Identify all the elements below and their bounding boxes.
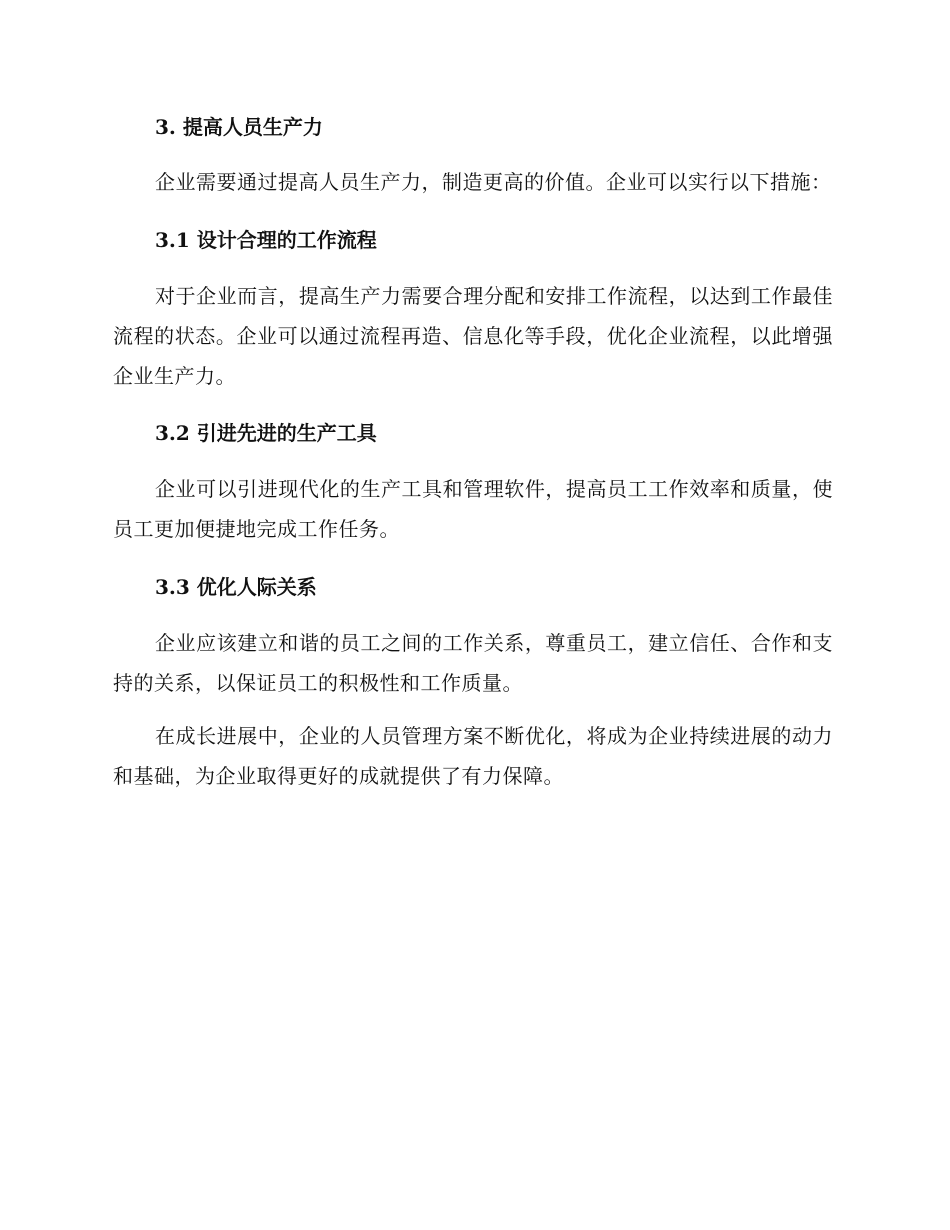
conclusion-paragraph: 在成长进展中，企业的人员管理方案不断优化，将成为企业持续进展的动力和基础，为企业取得更好的成就提供了有力保障。 bbox=[113, 724, 833, 788]
subsection-paragraph-3-1: 对于企业而言，提高生产力需要合理分配和安排工作流程，以达到工作最佳流程的状态。企业可以通过流程再造、信息化等手段，优化企业流程，以此增强企业生产力。 bbox=[113, 284, 833, 388]
subsection-heading-3-1: 3.1 设计合理的工作流程 bbox=[155, 228, 377, 252]
subsection-paragraph-3-2: 企业可以引进现代化的生产工具和管理软件，提高员工工作效率和质量，使员工更加便捷地完成工作任务。 bbox=[113, 477, 833, 541]
subsection-heading-3-3: 3.3 优化人际关系 bbox=[155, 575, 317, 599]
section-intro-paragraph: 企业需要通过提高人员生产力，制造更高的价值。企业可以实行以下措施： bbox=[155, 170, 832, 194]
document-body bbox=[113, 112, 833, 796]
section-heading: 3. 提高人员生产力 bbox=[155, 115, 323, 139]
subsection-heading-3-2: 3.2 引进先进的生产工具 bbox=[155, 421, 377, 445]
subsection-paragraph-3-3: 企业应该建立和谐的员工之间的工作关系，尊重员工，建立信任、合作和支持的关系，以保证员工的积极性和工作质量。 bbox=[113, 631, 833, 695]
